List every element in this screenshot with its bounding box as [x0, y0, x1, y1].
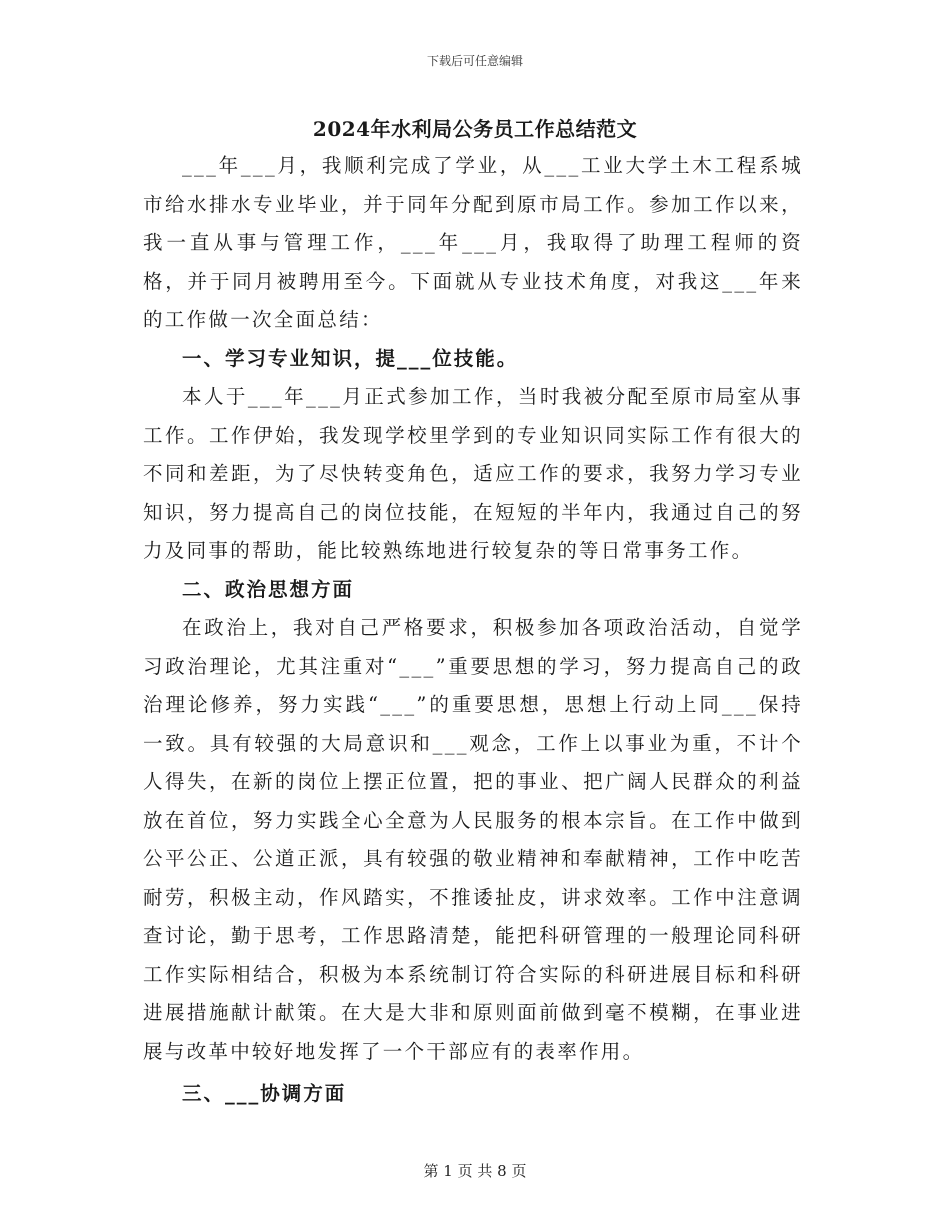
- section-heading-2: 二、政治思想方面: [182, 577, 355, 601]
- document-body: [143, 147, 803, 1114]
- page-number: 第 1 页 共 8 页: [423, 1162, 527, 1180]
- section-heading-1: 一、学习专业知识，提___位技能。: [182, 346, 519, 370]
- section-body-2: 在政治上，我对自己严格要求，积极参加各项政治活动，自觉学习政治理论，尤其注重对“___”重要思想的学习，努力提高自己的政治理论修养，努力实践“___”的重要思想，思想上行动上同___保持一致。具有较强的大局意识和___观念，工作上以事业为重，不计个人得失，在新的岗位上摆正位置，把的事业、把广阔人民群众的利益放在首位，努力实践全心全意为人民服务的根本宗旨。在工作中做到公平公正、公道正派，具有较强的敬业精神和奉献精神，工作中吃苦耐劳，积极主动，作风踏实，不推诿扯皮，讲求效率。工作中注意调查讨论，勤于思考，工作思路清楚，能把科研管理的一般理论同科研工作实际相结合，积极为本系统制订符合实际的科研进展目标和科研进展措施献计献策。在大是大非和原则面前做到毫不模糊，在事业进展与改革中较好地发挥了一个干部应有的表率作用。: [143, 616, 803, 1063]
- header-note: 下载后可任意编辑: [426, 54, 523, 68]
- section-heading-3: 三、___协调方面: [182, 1082, 347, 1105]
- intro-paragraph: ___年___月，我顺利完成了学业，从___工业大学土木工程系城市给水排水专业毕业，并于同年分配到原市局工作。参加工作以来，我一直从事与管理工作，___年___月，我取得了助理工程师的资格，并于同月被聘用至今。下面就从专业技术角度，对我这___年来的工作做一次全面总结：: [143, 154, 803, 331]
- document-title: 2024年水利局公务员工作总结范文: [312, 117, 638, 141]
- section-body-1: 本人于___年___月正式参加工作，当时我被分配至原市局室从事工作。工作伊始，我发现学校里学到的专业知识同实际工作有很大的不同和差距，为了尽快转变角色，适应工作的要求，我努力学习专业知识，努力提高自己的岗位技能，在短短的半年内，我通过自己的努力及同事的帮助，能比较熟练地进行较复杂的等日常事务工作。: [143, 385, 803, 562]
